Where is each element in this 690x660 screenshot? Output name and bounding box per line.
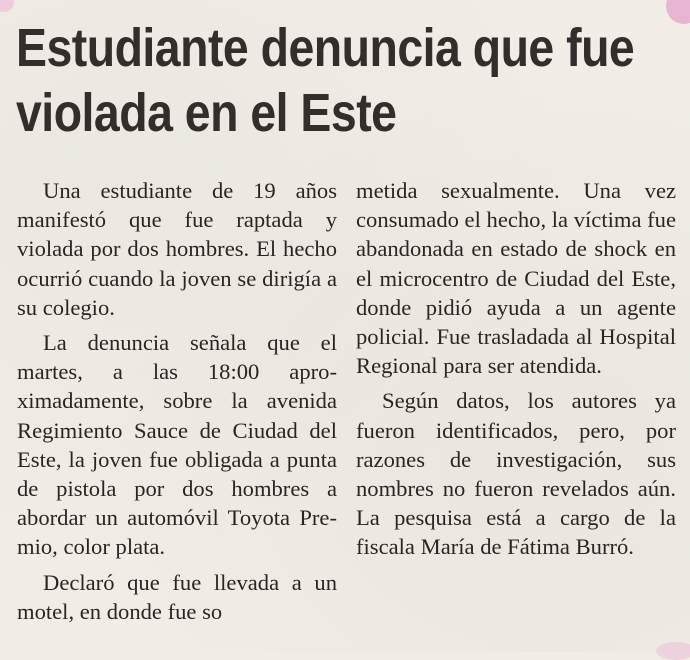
paragraph: La denuncia señala que el martes, a las 18:00 aproximadamente, sobre la avenida Regimiento Sauce de Ciudad del Este, la joven fue obligada a punta de pistola por dos hombres a abordar un automóvil Toyota Premio, color plata. bbox=[17, 330, 337, 560]
article-column-right bbox=[356, 176, 676, 568]
paragraph: Según datos, los autores ya fueron identificados, pero, por razones de investigación, sus nombres no fueron revelados aún. La pesquisa está a cargo de la fiscala María de Fátima Burró. bbox=[356, 388, 676, 560]
paragraph: Una estudiante de 19 años manifestó que fue raptada y violada por dos hombres. El hecho ocurrió cuando la joven se dirigía a su colegio. bbox=[17, 178, 337, 320]
article-column-left bbox=[17, 176, 337, 632]
paragraph: metida sexualmente. Una vez consumado el hecho, la víctima fue abandonada en estado de shock en el microcentro de Ciudad del Este, donde pidió ayuda a un agente policial. Fue trasladada al Hospital Regional para ser atendida. bbox=[356, 178, 676, 379]
paper-stain bbox=[0, 0, 14, 12]
paragraph: Declaró que fue llevada a un motel, en donde fue so bbox=[17, 569, 337, 624]
headline: Estudiante denuncia que fue violada en el Este bbox=[16, 18, 635, 143]
paper-stain bbox=[656, 642, 690, 660]
